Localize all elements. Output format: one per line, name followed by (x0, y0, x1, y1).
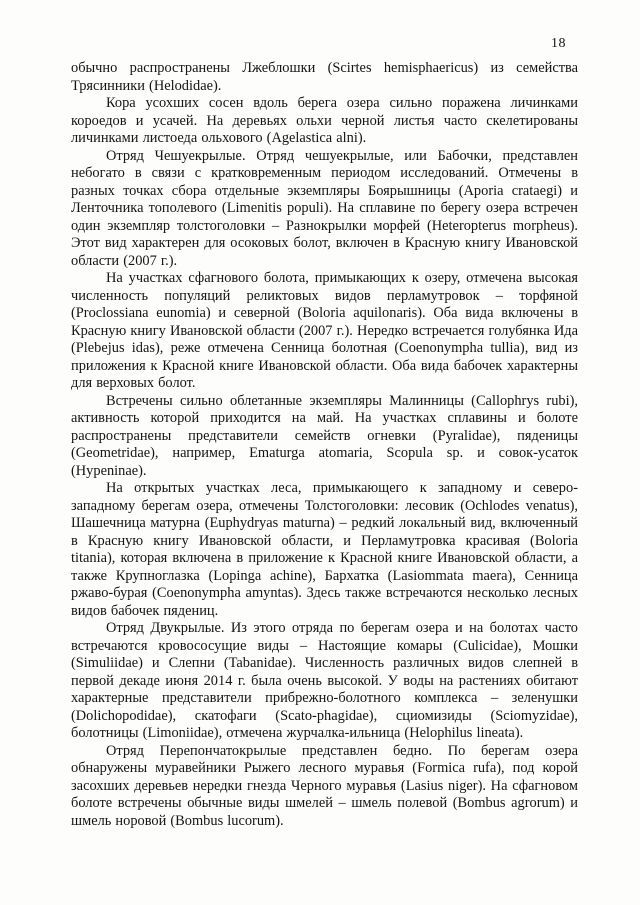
text-block (71, 60, 578, 830)
page-number: 18 (551, 36, 566, 51)
paragraph-continuation: обычно распространены Лжеблошки (Scirtes hemisphaericus) из семейства Трясинники (Helodidae). (71, 60, 578, 94)
paragraph-order-diptera: Отряд Двукрылые. Из этого отряда по берегам озера и на болотах часто встречаются кровососущие виды – Настоящие комары (Culicidae), Мошки (Simuliidae) и Слепни (Tabanidae). Численность различных видов слепней в первой декаде июня 2014 г. была очень высокой. У воды на растениях обитают характерные представители прибрежно-болотного комплекса – зеленушки (Dolichopodidae), скатофаги (Scato-phagidae), сциомизиды (Sciomyzidae), болотницы (Limoniidae), отмечена журчалка-ильница (Helophilus lineata). (71, 620, 578, 741)
paragraph: Встречены сильно облетанные экземпляры Малинницы (Callophrys rubi), активность которой приходится на май. На участках сплавины и болоте распространены представители семейств огневки (Pyralidae), пяденицы (Geometridae), например, Ematurga atomaria, Scopula sp. и совок-усаток (Hypeninae). (71, 392, 578, 479)
paragraph-order-lepidoptera: Отряд Чешуекрылые. Отряд чешуекрылые, или Бабочки, представлен небогато в связи с кратковременным периодом исследований. Отмечены в разных точках сбора отдельные экземпляры Боярышницы (Aporia crataegi) и Ленточника тополевого (Limenitis populi). На сплавине по берегу озера встречен один экземпляр толстоголовки – Разнокрылки морфей (Heteropterus morpheus). Этот вид характерен для осоковых болот, включен в Красную книгу Ивановской области (2007 г.). (71, 147, 578, 269)
paragraph-order-hymenoptera: Отряд Перепончатокрылые представлен бедно. По берегам озера обнаружены муравейники Рыжего лесного муравья (Formica rufa), под корой засохших деревьев нередки гнезда Черного муравья (Lasius niger). На сфагновом болоте встречены обычные виды шмелей – шмель полевой (Bombus agrorum) и шмель норовой (Bombus lucorum). (71, 742, 578, 829)
paragraph: На участках сфагнового болота, примыкающих к озеру, отмечена высокая численность популяций реликтовых видов перламутровок – торфяной (Proclossiana eunomia) и северной (Boloria aquilonaris). Оба вида включены в Красную книгу Ивановской области (2007 г.). Нередко встречается голубянка Ида (Plebejus idas), реже отмечена Сенница болотная (Coenonympha tullia), вид из приложения к Красной книге Ивановской области. Оба вида бабочек характерны для верховых болот. (71, 270, 578, 391)
paragraph: На открытых участках леса, примыкающего к западному и северо-западному берегам озера, отмечены Толстоголовки: лесовик (Ochlodes venatus), Шашечница матурна (Euphydryas maturna) – редкий локальный вид, включенный в Красную книгу Ивановской области, и Перламутровка красивая (Boloria titania), которая включена в приложение к Красной книге Ивановской области, а также Крупноглазка (Lopinga achine), Бархатка (Lasiommata maera), Сенница ржаво-бурая (Coenonympha amyntas). Здесь также встречаются несколько лесных видов бабочек пядениц. (71, 480, 578, 619)
paragraph: Кора усохших сосен вдоль берега озера сильно поражена личинками короедов и усачей. На деревьях ольхи черной листья часто скелетированы личинками листоеда ольхового (Agelastica alni). (71, 95, 578, 146)
